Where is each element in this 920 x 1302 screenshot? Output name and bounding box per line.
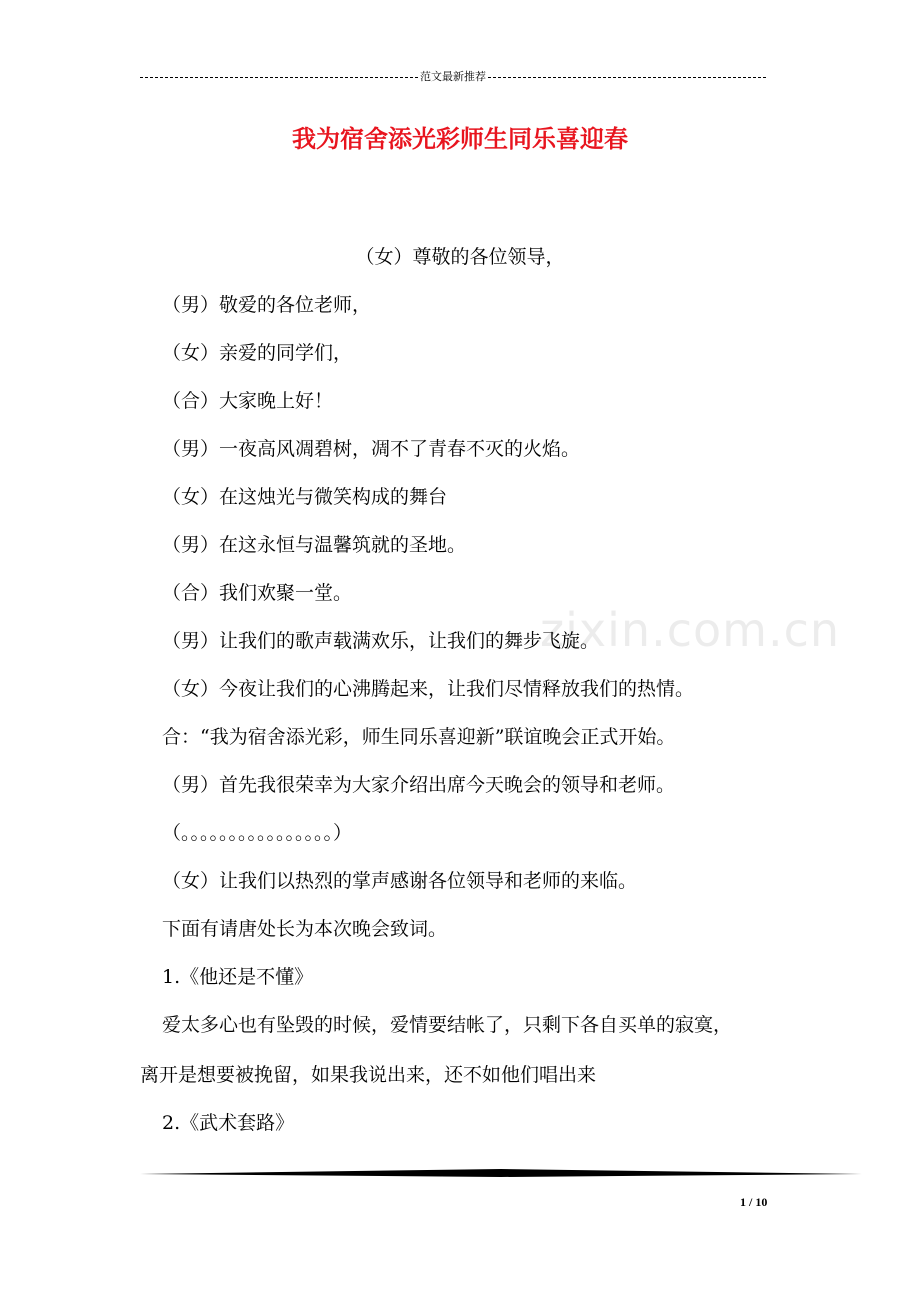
document-title: 我为宿舍添光彩师生同乐喜迎春 xyxy=(292,124,628,153)
script-line: （男）让我们的歌声载满欢乐，让我们的舞步飞旋。 xyxy=(162,630,600,652)
footer-rule xyxy=(140,1168,862,1180)
script-line: （女）在这烛光与微笑构成的舞台 xyxy=(162,486,448,508)
song-item: 2.《武术套路》 xyxy=(162,1112,295,1134)
page-number: 1 / 10 xyxy=(740,1195,768,1209)
song-description: 爱太多心也有坠毁的时候，爱情要结帐了，只剩下各自买单的寂寞， xyxy=(162,1014,733,1036)
header-label: 范文最新推荐 xyxy=(420,70,486,83)
song-item: 1.《他还是不懂》 xyxy=(162,966,314,988)
script-line: （合）大家晚上好！ xyxy=(162,390,334,412)
script-line: （女）尊敬的各位领导， xyxy=(355,246,565,268)
script-line: （女）亲爱的同学们， xyxy=(162,342,353,364)
script-line: （。。。。。。。。。。。。。。。。） xyxy=(162,822,353,844)
script-line: 合：“我为宿舍添光彩，师生同乐喜迎新”联谊晚会正式开始。 xyxy=(162,726,676,748)
header-dash-left xyxy=(140,77,418,78)
script-line: （男）一夜高风凋碧树，凋不了青春不灭的火焰。 xyxy=(162,438,581,460)
page-header xyxy=(140,70,766,84)
script-line: （男）在这永恒与温馨筑就的圣地。 xyxy=(162,534,467,556)
script-line: （女）让我们以热烈的掌声感谢各位领导和老师的来临。 xyxy=(162,870,638,892)
script-line: （男）敬爱的各位老师， xyxy=(162,294,372,316)
header-dash-right xyxy=(488,77,766,78)
script-line: 下面有请唐处长为本次晚会致词。 xyxy=(162,918,448,940)
script-line: （女）今夜让我们的心沸腾起来，让我们尽情释放我们的热情。 xyxy=(162,678,695,700)
watermark: zixin.com.cn xyxy=(540,603,841,657)
script-line: （男）首先我很荣幸为大家介绍出席今天晚会的领导和老师。 xyxy=(162,774,676,796)
script-line: （合）我们欢聚一堂。 xyxy=(162,582,353,604)
song-description: 离开是想要被挽留，如果我说出来，还不如他们唱出来 xyxy=(140,1064,597,1086)
